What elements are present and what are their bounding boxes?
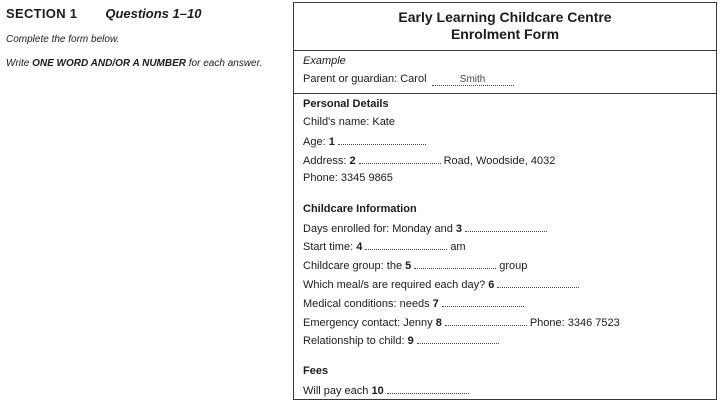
question-number: 5 xyxy=(405,260,412,272)
answer-blank-3[interactable] xyxy=(465,222,547,232)
relationship-row: Relationship to child: 9 xyxy=(303,334,502,347)
question-number: 6 xyxy=(488,279,495,291)
answer-blank-2[interactable] xyxy=(359,154,441,164)
word-limit-emphasis: ONE WORD AND/OR A NUMBER xyxy=(32,58,186,69)
answer-blank-8[interactable] xyxy=(445,316,527,326)
personal-details-heading: Personal Details xyxy=(303,98,389,110)
answer-blank-6[interactable] xyxy=(497,278,579,288)
question-number: 7 xyxy=(432,298,439,310)
instruction-complete: Complete the form below. xyxy=(6,34,120,45)
medical-row: Medical conditions: needs 7 xyxy=(303,297,527,310)
address-row: Address: 2 Road, Woodside, 4032 xyxy=(303,155,556,167)
age-row: Age: 1 xyxy=(303,135,429,148)
days-row: Days enrolled for: Monday and 3 xyxy=(303,222,550,235)
example-row: Parent or guardian: Carol Smith xyxy=(303,73,514,86)
example-label: Example xyxy=(303,55,346,67)
meals-row: Which meal/s are required each day? 6 xyxy=(303,278,582,291)
answer-blank-4[interactable] xyxy=(365,240,447,250)
group-row: Childcare group: the 5 group xyxy=(303,260,528,272)
answer-blank-7[interactable] xyxy=(442,297,524,307)
divider xyxy=(294,93,716,94)
child-name-row: Child's name: Kate xyxy=(303,116,395,128)
answer-blank-9[interactable] xyxy=(417,334,499,344)
question-number: 8 xyxy=(435,317,442,329)
phone-row: Phone: 3345 9865 xyxy=(303,172,393,184)
question-number: 10 xyxy=(371,385,384,397)
question-number: 1 xyxy=(328,136,335,148)
enrolment-form xyxy=(293,2,717,400)
question-number: 3 xyxy=(455,223,462,235)
instruction-word-limit: Write ONE WORD AND/OR A NUMBER for each answer. xyxy=(6,58,263,69)
example-answer: Smith xyxy=(432,75,514,86)
fees-heading: Fees xyxy=(303,365,329,377)
question-number: 9 xyxy=(407,335,414,347)
form-title: Early Learning Childcare Centre Enrolment Form xyxy=(398,9,612,42)
start-time-row: Start time: 4 am xyxy=(303,241,466,253)
questions-range: Questions 1–10 xyxy=(105,6,202,21)
answer-blank-1[interactable] xyxy=(338,135,426,145)
pay-row: Will pay each 10 xyxy=(303,384,472,397)
question-number: 4 xyxy=(356,241,363,253)
section-heading xyxy=(6,6,201,21)
childcare-information-heading: Childcare Information xyxy=(303,203,417,215)
answer-blank-5[interactable] xyxy=(414,259,496,269)
section-title: SECTION 1 xyxy=(6,6,78,21)
emergency-contact-row: Emergency contact: Jenny 8 Phone: 3346 7523 xyxy=(303,317,620,329)
answer-blank-10[interactable] xyxy=(387,384,469,394)
question-number: 2 xyxy=(349,155,356,167)
divider xyxy=(294,50,716,51)
